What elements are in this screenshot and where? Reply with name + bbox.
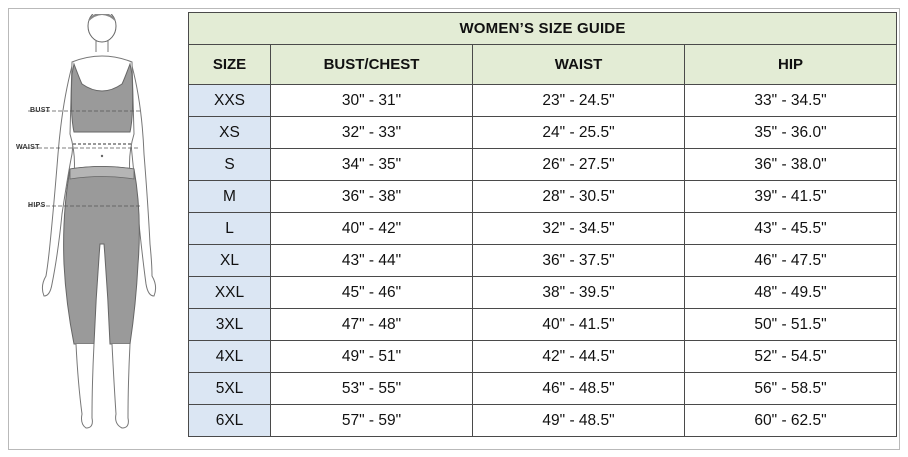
size-cell: 3XL [189, 309, 271, 341]
hip-cell: 35" - 36.0" [685, 117, 897, 149]
hip-cell: 60" - 62.5" [685, 405, 897, 437]
table-row [189, 85, 897, 117]
size-cell: M [189, 181, 271, 213]
column-header-hip: HIP [685, 45, 897, 85]
body-measurement-figure [10, 14, 180, 439]
hips-label: HIPS [28, 202, 46, 209]
size-cell: XXS [189, 85, 271, 117]
bust-cell: 30" - 31" [271, 85, 473, 117]
hip-cell: 50" - 51.5" [685, 309, 897, 341]
table-row [189, 405, 897, 437]
table-row [189, 373, 897, 405]
hip-cell: 56" - 58.5" [685, 373, 897, 405]
hip-cell: 46" - 47.5" [685, 245, 897, 277]
hip-cell: 52" - 54.5" [685, 341, 897, 373]
bust-cell: 40" - 42" [271, 213, 473, 245]
waist-label: WAIST [16, 144, 40, 151]
hip-cell: 36" - 38.0" [685, 149, 897, 181]
waist-cell: 36" - 37.5" [473, 245, 685, 277]
bust-cell: 53" - 55" [271, 373, 473, 405]
bust-cell: 57" - 59" [271, 405, 473, 437]
table-row [189, 181, 897, 213]
column-header-waist: WAIST [473, 45, 685, 85]
size-guide-table [188, 12, 897, 437]
table-row [189, 213, 897, 245]
hip-cell: 33" - 34.5" [685, 85, 897, 117]
size-cell: 6XL [189, 405, 271, 437]
table-row [189, 117, 897, 149]
size-cell: 4XL [189, 341, 271, 373]
bust-cell: 34" - 35" [271, 149, 473, 181]
table-title-row [189, 13, 897, 45]
waist-cell: 28" - 30.5" [473, 181, 685, 213]
size-cell: XXL [189, 277, 271, 309]
size-cell: 5XL [189, 373, 271, 405]
bust-cell: 47" - 48" [271, 309, 473, 341]
bust-cell: 49" - 51" [271, 341, 473, 373]
hip-cell: 43" - 45.5" [685, 213, 897, 245]
table-row [189, 341, 897, 373]
waist-cell: 23" - 24.5" [473, 85, 685, 117]
woman-silhouette-illustration [10, 14, 180, 439]
hip-cell: 39" - 41.5" [685, 181, 897, 213]
waist-cell: 46" - 48.5" [473, 373, 685, 405]
table-row [189, 245, 897, 277]
waist-cell: 42" - 44.5" [473, 341, 685, 373]
hip-cell: 48" - 49.5" [685, 277, 897, 309]
bust-cell: 36" - 38" [271, 181, 473, 213]
bust-label: BUST [30, 107, 51, 114]
table-row [189, 309, 897, 341]
size-cell: L [189, 213, 271, 245]
table-title: WOMEN’S SIZE GUIDE [189, 13, 897, 45]
waist-cell: 40" - 41.5" [473, 309, 685, 341]
bust-cell: 45" - 46" [271, 277, 473, 309]
column-header-bust: BUST/CHEST [271, 45, 473, 85]
table-row [189, 277, 897, 309]
table-header-row [189, 45, 897, 85]
waist-cell: 49" - 48.5" [473, 405, 685, 437]
waist-cell: 26" - 27.5" [473, 149, 685, 181]
waist-cell: 32" - 34.5" [473, 213, 685, 245]
size-cell: S [189, 149, 271, 181]
bust-cell: 32" - 33" [271, 117, 473, 149]
size-cell: XL [189, 245, 271, 277]
table-row [189, 149, 897, 181]
column-header-size: SIZE [189, 45, 271, 85]
size-cell: XS [189, 117, 271, 149]
waist-cell: 24" - 25.5" [473, 117, 685, 149]
waist-cell: 38" - 39.5" [473, 277, 685, 309]
bust-cell: 43" - 44" [271, 245, 473, 277]
